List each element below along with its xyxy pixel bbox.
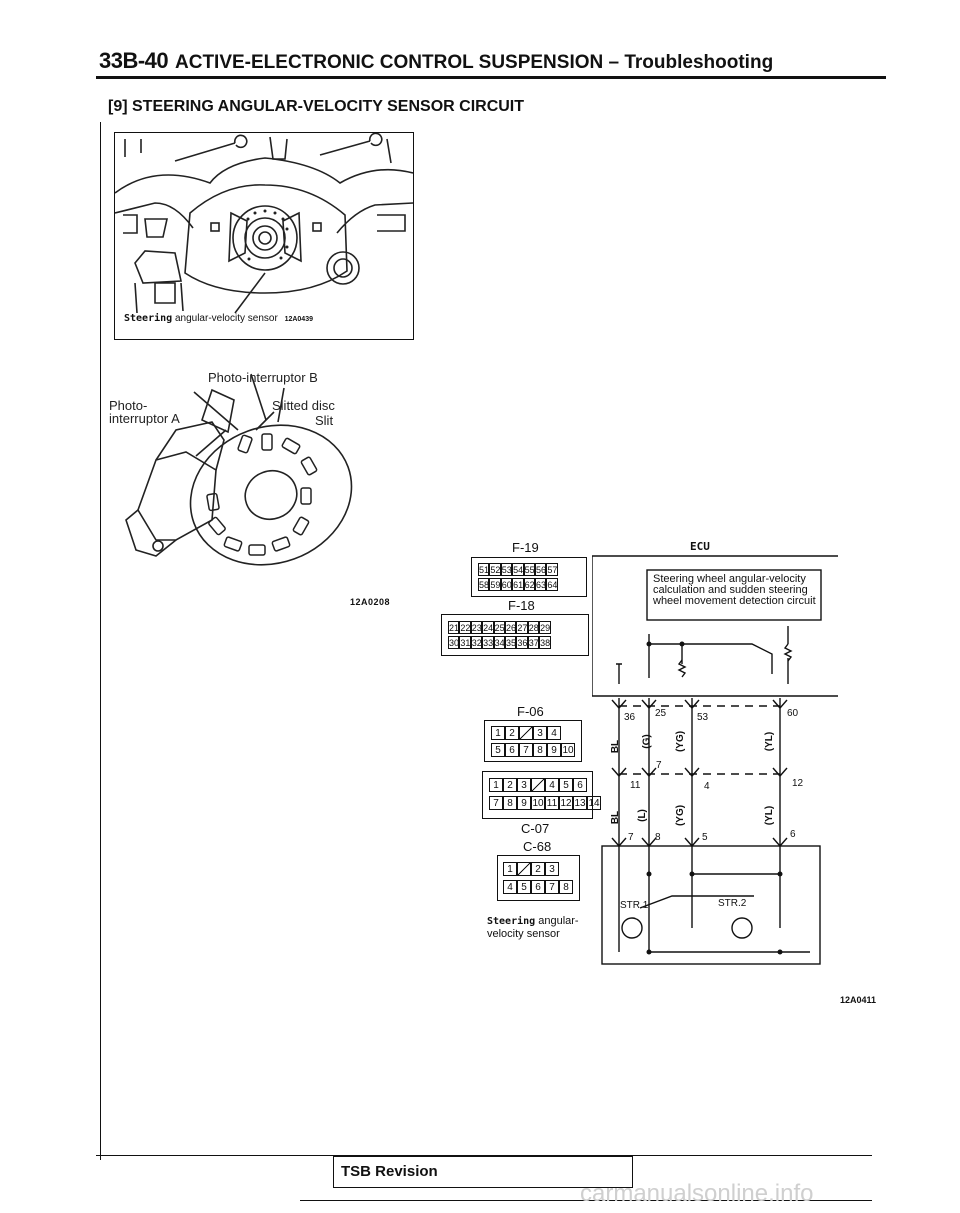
ecu-circuit-description: Steering wheel angular-velocity calculation and sudden steering wheel movement detection circuit xyxy=(653,573,816,607)
steering-column-figure xyxy=(114,132,414,340)
connector-pin: 21 xyxy=(449,623,460,633)
sensor-str2-label: STR.2 xyxy=(718,898,747,909)
steering-column-drawing xyxy=(115,133,413,339)
connector-pin: 25 xyxy=(494,623,505,633)
connector-pin: 52 xyxy=(490,565,501,575)
figure1-caption xyxy=(124,313,313,324)
label-photo-a-line2: interruptor A xyxy=(109,411,180,426)
wire-color-l: (L) xyxy=(636,809,648,822)
ecu-title: ECU xyxy=(690,540,710,553)
connector-pin: 6 xyxy=(505,743,519,757)
connector-pin: 4 xyxy=(503,880,517,894)
pin-11: 11 xyxy=(630,780,641,791)
caption-text-1: angular- xyxy=(538,915,579,927)
c07-row2 xyxy=(489,796,601,810)
connector-pin: 6 xyxy=(573,778,587,792)
connector-pin: 3 xyxy=(545,862,559,876)
pin-5: 5 xyxy=(702,832,708,843)
wire-color-bl: BL xyxy=(610,739,622,754)
connector-pin: 5 xyxy=(491,743,505,757)
connector-pin: 63 xyxy=(535,580,546,590)
f18-row2 xyxy=(448,636,551,649)
connector-pin: 35 xyxy=(505,638,516,648)
connector-pin: 28 xyxy=(528,623,539,633)
connector-pin: 32 xyxy=(471,638,482,648)
connector-pin: 26 xyxy=(505,623,516,633)
pin-7b: 7 xyxy=(628,832,634,843)
wire-color-yg: (YG) xyxy=(675,730,687,753)
figure-code: 12A0439 xyxy=(284,316,313,323)
pin-53: 53 xyxy=(697,712,709,723)
connector-pin: 9 xyxy=(547,743,561,757)
figure3-code: 12A0411 xyxy=(840,995,877,1005)
section-title: [9] STEERING ANGULAR-VELOCITY SENSOR CIRCUIT xyxy=(108,98,525,115)
label-slitted-disc: Slitted disc xyxy=(272,398,335,413)
connector-pin: 11 xyxy=(546,798,558,809)
connector-pin: 23 xyxy=(471,623,482,633)
connector-pin: 8 xyxy=(503,796,517,810)
connector-blank-cell xyxy=(531,778,545,792)
connector-pin: 56 xyxy=(535,565,546,575)
connector-f06-label: F-06 xyxy=(517,704,544,719)
connector-pin: 13 xyxy=(574,798,586,809)
wire-color-yl-2: (YL) xyxy=(764,805,776,826)
f19-row2 xyxy=(478,578,558,591)
connector-c68-label: C-68 xyxy=(523,839,552,854)
connector-c07 xyxy=(482,771,600,819)
connector-f18-label: F-18 xyxy=(508,598,535,613)
connector-pin: 57 xyxy=(547,565,558,575)
connector-pin: 53 xyxy=(501,565,512,575)
sensor-str1-label: STR.1 xyxy=(620,900,649,911)
connector-pin: 34 xyxy=(494,638,505,648)
pin-60: 60 xyxy=(787,708,799,719)
c07-row1 xyxy=(489,778,587,792)
connector-pin: 24 xyxy=(483,623,494,633)
connector-pin: 1 xyxy=(489,778,503,792)
c68-row2 xyxy=(503,880,573,894)
caption-text-2: velocity sensor xyxy=(487,928,560,940)
caption-text: angular-velocity sensor xyxy=(174,313,278,324)
connector-pin: 12 xyxy=(560,798,572,809)
connector-pin: 59 xyxy=(490,580,501,590)
connector-f06 xyxy=(484,720,582,762)
connector-pin: 54 xyxy=(513,565,524,575)
header-rule xyxy=(96,76,886,79)
connector-pin: 14 xyxy=(588,798,600,809)
connector-pin: 30 xyxy=(449,638,460,648)
wire-color-g: (G) xyxy=(641,734,653,749)
connector-pin: 4 xyxy=(545,778,559,792)
connector-pin: 8 xyxy=(533,743,547,757)
wire-color-bl-2: BL xyxy=(610,810,622,825)
label-slit: Slit xyxy=(315,413,334,428)
sensor-exploded-figure xyxy=(116,360,406,590)
connector-pin: 8 xyxy=(559,880,573,894)
c68-row1 xyxy=(503,862,559,876)
connector-pin: 38 xyxy=(540,638,551,648)
connector-pin: 10 xyxy=(532,798,544,809)
connector-pin: 3 xyxy=(517,778,531,792)
page-title: ACTIVE-ELECTRONIC CONTROL SUSPENSION – Troubleshooting xyxy=(175,52,774,73)
left-margin-rule xyxy=(100,122,101,1160)
connector-c07-label: C-07 xyxy=(521,821,550,836)
connector-pin: 1 xyxy=(491,726,505,740)
tsb-revision-label: TSB Revision xyxy=(341,1163,438,1180)
connector-pin: 55 xyxy=(524,565,535,575)
connector-pin: 29 xyxy=(540,623,551,633)
connector-pin: 6 xyxy=(531,880,545,894)
connector-pin: 58 xyxy=(479,580,490,590)
connector-pin: 5 xyxy=(559,778,573,792)
pin-36: 36 xyxy=(624,712,636,723)
connector-f18 xyxy=(441,614,589,656)
connector-pin: 7 xyxy=(489,796,503,810)
connector-pin: 3 xyxy=(533,726,547,740)
connector-pin: 2 xyxy=(505,726,519,740)
wire-color-yl: (YL) xyxy=(764,731,776,752)
connector-pin: 61 xyxy=(513,580,524,590)
pin-25: 25 xyxy=(655,708,667,719)
connector-pin: 1 xyxy=(503,862,517,876)
label-photo-interruptor-a xyxy=(109,399,180,425)
connector-pin: 27 xyxy=(517,623,528,633)
connector-pin: 2 xyxy=(503,778,517,792)
pin-4: 4 xyxy=(704,781,710,792)
connector-pin: 51 xyxy=(479,565,490,575)
connector-pin: 5 xyxy=(517,880,531,894)
label-photo-a-line1: Photo- xyxy=(109,398,148,413)
f06-row1 xyxy=(491,726,561,740)
wire-color-yg-2: (YG) xyxy=(675,804,687,827)
connector-pin: 60 xyxy=(501,580,512,590)
pin-12: 12 xyxy=(792,778,804,789)
pin-8: 8 xyxy=(655,832,661,843)
connector-pin: 64 xyxy=(547,580,558,590)
figure2-code: 12A0208 xyxy=(350,597,391,607)
connector-f19-label: F-19 xyxy=(512,540,539,555)
f18-row1 xyxy=(448,621,551,634)
label-photo-interruptor-b: Photo-interruptor B xyxy=(208,370,318,385)
connector-pin: 36 xyxy=(517,638,528,648)
connector-pin: 22 xyxy=(460,623,471,633)
connector-blank-cell xyxy=(519,726,533,740)
figure3-caption xyxy=(487,915,579,941)
connector-pin: 62 xyxy=(524,580,535,590)
connector-pin: 7 xyxy=(519,743,533,757)
connector-c68 xyxy=(497,855,580,901)
connector-pin: 10 xyxy=(562,745,574,756)
connector-pin: 7 xyxy=(545,880,559,894)
f06-row2 xyxy=(491,743,575,757)
caption-mono-text: Steering xyxy=(124,313,173,324)
pin-7: 7 xyxy=(656,760,662,771)
caption-mono-text: Steering xyxy=(487,916,536,927)
connector-pin: 9 xyxy=(517,796,531,810)
connector-f19 xyxy=(471,557,587,597)
connector-pin: 33 xyxy=(483,638,494,648)
connector-pin: 37 xyxy=(528,638,539,648)
connector-pin: 4 xyxy=(547,726,561,740)
pin-6: 6 xyxy=(790,829,796,840)
page-number: 33B-40 xyxy=(99,48,169,73)
slitted-disc-drawing xyxy=(116,360,406,590)
f19-row1 xyxy=(478,563,558,576)
connector-pin: 2 xyxy=(531,862,545,876)
connector-blank-cell xyxy=(517,862,531,876)
connector-pin: 31 xyxy=(460,638,471,648)
watermark: carmanualsonline.info xyxy=(580,1180,814,1207)
